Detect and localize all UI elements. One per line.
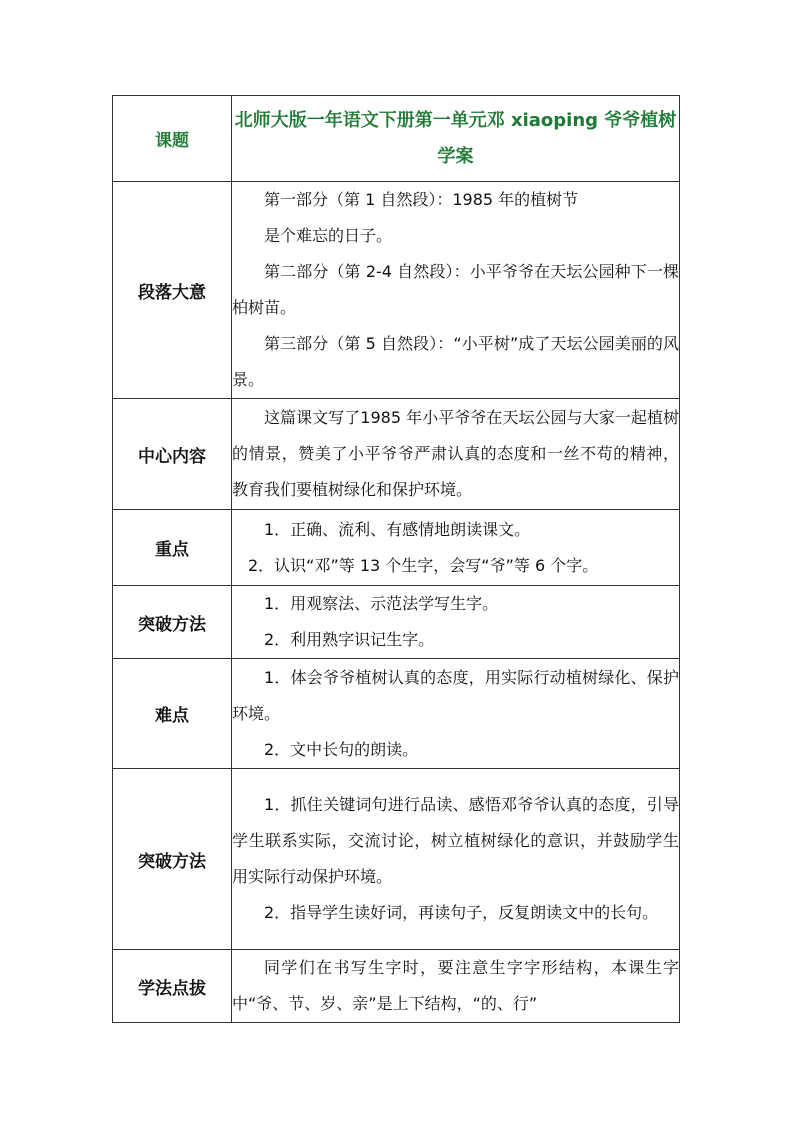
label-study-tips: 学法点拔 bbox=[113, 950, 232, 1023]
method-1-item-2: 2．利用熟字识记生字。 bbox=[264, 630, 435, 649]
label-paragraph-summary: 段落大意 bbox=[113, 182, 232, 399]
study-tips-content bbox=[232, 950, 680, 1023]
row-method-2 bbox=[113, 769, 680, 950]
key-point-2: 2．认识“邓”等 13 个生字，会写“爷”等 6 个字。 bbox=[248, 555, 599, 575]
label-key-points: 重点 bbox=[113, 510, 232, 586]
row-central-idea bbox=[113, 399, 680, 510]
paragraph-summary-content bbox=[232, 182, 680, 399]
label-central-idea: 中心内容 bbox=[113, 399, 232, 510]
study-tips-text: 同学们在书写生字时，要注意生字字形结构，本课生字中“爷、节、岁、亲”是上下结构，“的、行” bbox=[232, 958, 679, 1013]
label-difficulty: 难点 bbox=[113, 659, 232, 769]
row-difficulty bbox=[113, 659, 680, 769]
key-point-1: 1．正确、流利、有感情地朗读课文。 bbox=[264, 519, 531, 539]
difficulty-item-1: 1．体会爷爷植树认真的态度，用实际行动植树绿化、保护环境。 bbox=[232, 667, 679, 723]
label-topic: 课题 bbox=[113, 96, 232, 182]
row-study-tips bbox=[113, 950, 680, 1023]
summary-part-2: 第二部分（第 2-4 自然段）：小平爷爷在天坛公园种下一棵柏树苗。 bbox=[232, 262, 679, 317]
method-1-item-1: 1．用观察法、示范法学写生字。 bbox=[264, 594, 499, 613]
key-points-content bbox=[232, 510, 680, 586]
central-idea-content bbox=[232, 399, 680, 510]
label-method-1: 突破方法 bbox=[113, 586, 232, 659]
row-topic bbox=[113, 96, 680, 182]
lesson-plan-table bbox=[112, 95, 680, 1023]
method-2-item-2: 2．指导学生读好词，再读句子，反复朗读文中的长句。 bbox=[264, 903, 659, 922]
summary-part-1a: 第一部分（第 1 自然段）：1985 年的植树节 bbox=[264, 190, 579, 209]
row-paragraph-summary bbox=[113, 182, 680, 399]
summary-part-1b: 是个难忘的日子。 bbox=[264, 226, 393, 245]
difficulty-item-2: 2．文中长句的朗读。 bbox=[264, 739, 419, 759]
lesson-title: 北师大版一年语文下册第一单元邓 xiaoping 爷爷植树学案 bbox=[232, 96, 680, 182]
summary-part-3: 第三部分（第 5 自然段）：“小平树”成了天坛公园美丽的风景。 bbox=[232, 334, 679, 389]
method-2-item-1: 1．抓住关键词句进行品读、感悟邓爷爷认真的态度，引导学生联系实际，交流讨论，树立植树绿化的意识，并鼓励学生用实际行动保护环境。 bbox=[232, 795, 679, 886]
central-idea-text: 这篇课文写了1985 年小平爷爷在天坛公园与大家一起植树的情景，赞美了小平爷爷严肃认真的态度和一丝不苟的精神，教育我们要植树绿化和保护环境。 bbox=[232, 408, 679, 499]
row-method-1 bbox=[113, 586, 680, 659]
difficulty-content bbox=[232, 659, 680, 769]
method-2-content bbox=[232, 769, 680, 950]
row-key-points bbox=[113, 510, 680, 586]
method-1-content bbox=[232, 586, 680, 659]
label-method-2: 突破方法 bbox=[113, 769, 232, 950]
